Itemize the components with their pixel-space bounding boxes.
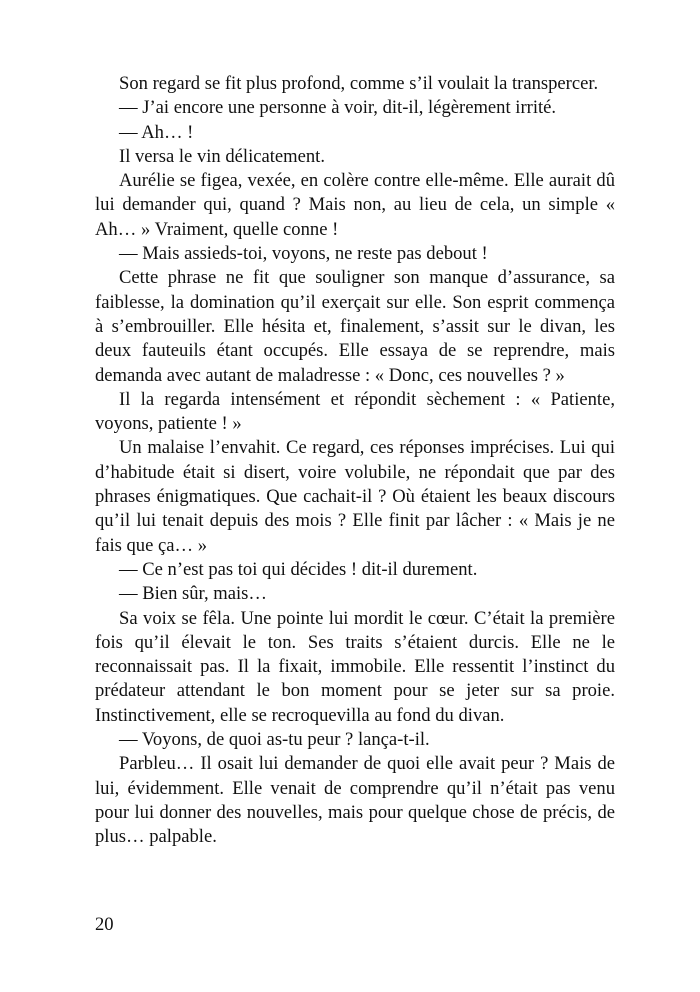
page-number: 20 bbox=[95, 914, 114, 935]
paragraph: Cette phrase ne fit que souligner son manque d’assurance, sa faiblesse, la domination qu’il exerçait sur elle. Son esprit commença à s’embrouiller. Elle hésita et, finalement, s’assit sur le divan, les deux fauteuils étant occupés. Elle essaya de se reprendre, mais demanda avec autant de maladresse : « Donc, ces nouvelles ? » bbox=[95, 267, 615, 386]
paragraph: — Voyons, de quoi as-tu peur ? lança-t-il. bbox=[119, 729, 430, 751]
paragraph: Parbleu… Il osait lui demander de quoi elle avait peur ? Mais de lui, évidemment. Elle venait de comprendre qu’il n’était pas venu pour lui donner des nouvelles, mais pour quelque chose de précis, de plus… palpable. bbox=[95, 753, 615, 848]
paragraph: — Mais assieds-toi, voyons, ne reste pas debout ! bbox=[119, 243, 488, 265]
paragraph: Il versa le vin délicatement. bbox=[119, 145, 325, 167]
body-text bbox=[95, 72, 615, 850]
paragraph: Son regard se fit plus profond, comme s’il voulait la transpercer. bbox=[119, 73, 599, 94]
paragraph: — Ah… ! bbox=[119, 121, 194, 143]
paragraph: Un malaise l’envahit. Ce regard, ces réponses imprécises. Lui qui d’habitude était si disert, voire volubile, ne répondait que par des phrases énigmatiques. Que cachait-il ? Où étaient les beaux discours qu’il lui tenait depuis des mois ? Elle finit par lâcher : « Mais je ne fais que ça… » bbox=[95, 437, 615, 556]
paragraph: Aurélie se figea, vexée, en colère contre elle-même. Elle aurait dû lui demander qui, quand ? Mais non, au lieu de cela, un simple « Ah… » Vraiment, quelle conne ! bbox=[95, 170, 615, 240]
paragraph: Sa voix se fêla. Une pointe lui mordit le cœur. C’était la première fois qu’il élevait le ton. Ses traits s’étaient durcis. Elle ne le reconnaissait pas. Il la fixait, immobile. Elle ressentit l’instinct du prédateur attendant le bon moment pour se jeter sur sa proie. Instinctivement, elle se recroquevilla au fond du divan. bbox=[95, 607, 615, 726]
paragraph: — J’ai encore une personne à voir, dit-il, légèrement irrité. bbox=[119, 97, 557, 119]
paragraph: — Ce n’est pas toi qui décides ! dit-il durement. bbox=[119, 558, 478, 580]
paragraph: — Bien sûr, mais… bbox=[119, 583, 267, 605]
paragraph: Il la regarda intensément et répondit sèchement : « Patiente, voyons, patiente ! » bbox=[95, 388, 615, 435]
